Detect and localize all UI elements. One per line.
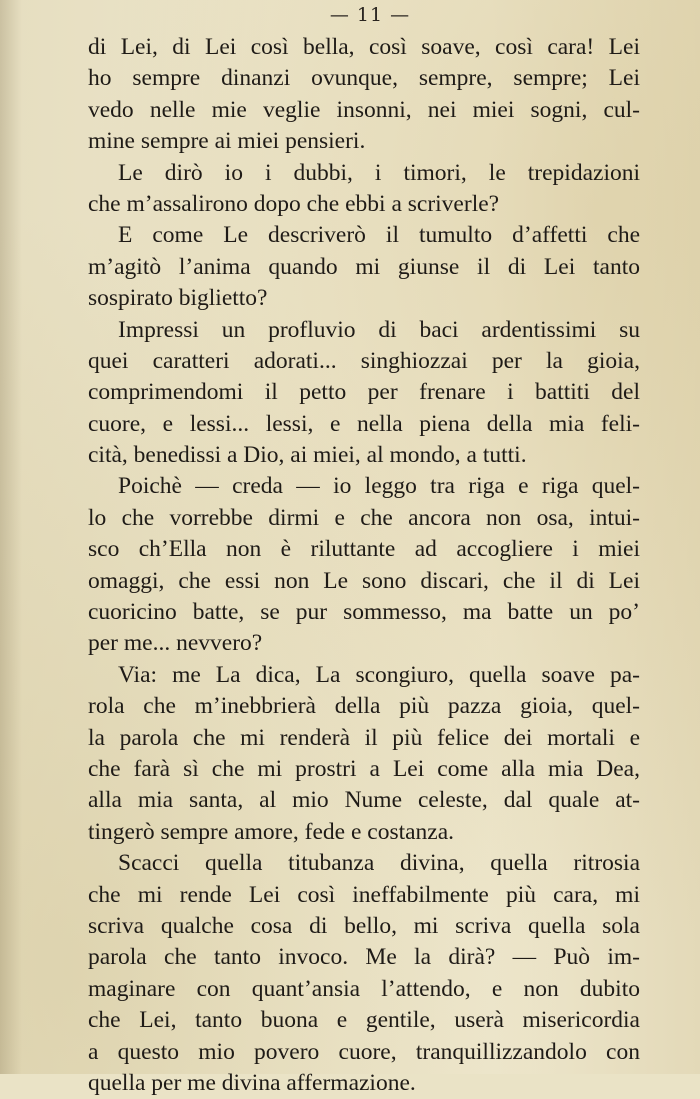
text-line: che m’assalirono dopo che ebbi a scriverle? bbox=[88, 190, 500, 217]
text-line: scriva qualche cosa di bello, mi scriva quella sola bbox=[88, 912, 640, 939]
text-line: quei caratteri adorati... singhiozzai per la gioia, bbox=[88, 347, 640, 374]
text-line: sospirato biglietto? bbox=[88, 285, 268, 312]
text-line: parola che tanto invoco. Me la dirà? — Può im- bbox=[88, 944, 640, 971]
text-line: rola che m’inebbrierà della più pazza gioia, quel- bbox=[88, 693, 640, 720]
paragraph bbox=[88, 471, 640, 659]
spine-shadow bbox=[0, 0, 22, 1074]
text-line: sco ch’Ella non è riluttante ad accogliere i miei bbox=[88, 536, 640, 563]
paragraph bbox=[88, 660, 640, 848]
body-text bbox=[88, 32, 640, 1099]
text-line: che Lei, tanto buona e gentile, userà misericordia bbox=[88, 1007, 640, 1034]
text-line: ho sempre dinanzi ovunque, sempre, sempre; Lei bbox=[88, 65, 640, 92]
text-line: Impressi un profluvio di baci ardentissimi su bbox=[118, 316, 640, 343]
paragraph bbox=[88, 220, 640, 314]
text-line: omaggi, che essi non Le sono discari, che il di Lei bbox=[88, 567, 640, 594]
text-line: cuoricino batte, se pur sommesso, ma batte un po’ bbox=[88, 599, 640, 626]
text-line: a questo mio povero cuore, tranquillizzandolo con bbox=[88, 1038, 640, 1065]
text-line: che mi rende Lei così ineffabilmente più cara, mi bbox=[88, 881, 640, 908]
text-line: vedo nelle mie veglie insonni, nei miei sogni, cul- bbox=[88, 96, 640, 123]
text-line: Le dirò io i dubbi, i timori, le trepidazioni bbox=[118, 159, 640, 186]
text-line: comprimendomi il petto per frenare i battiti del bbox=[88, 379, 640, 406]
text-line: Via: me La dica, La scongiuro, quella soave pa- bbox=[118, 661, 640, 688]
text-line: quella per me divina affermazione. bbox=[88, 1069, 416, 1096]
paragraph bbox=[88, 158, 640, 221]
text-line: maginare con quant’ansia l’attendo, e non dubito bbox=[88, 975, 640, 1002]
text-line: tingerò sempre amore, fede e costanza. bbox=[88, 818, 455, 845]
paragraph bbox=[88, 32, 640, 158]
text-line: Poichè — creda — io leggo tra riga e riga quel- bbox=[118, 473, 640, 500]
text-line: Scacci quella titubanza divina, quella ritrosia bbox=[118, 850, 640, 877]
text-line: cità, benedissi a Dio, ai miei, al mondo, a tutti. bbox=[88, 442, 527, 469]
page-number: — 11 — bbox=[329, 4, 411, 26]
text-line: di Lei, di Lei così bella, così soave, così cara! Lei bbox=[88, 34, 640, 60]
text-line: alla mia santa, al mio Nume celeste, dal quale at- bbox=[88, 787, 640, 814]
text-line: cuore, e lessi... lessi, e nella piena della mia feli- bbox=[88, 410, 640, 437]
text-line: lo che vorrebbe dirmi e che ancora non osa, intui- bbox=[88, 504, 640, 531]
text-line: m’agitò l’anima quando mi giunse il di Lei tanto bbox=[88, 253, 640, 280]
text-line: che farà sì che mi prostri a Lei come alla mia Dea, bbox=[88, 755, 640, 782]
text-line: E come Le descriverò il tumulto d’affetti che bbox=[118, 222, 640, 249]
text-line: la parola che mi renderà il più felice dei mortali e bbox=[88, 724, 640, 751]
text-line: mine sempre ai miei pensieri. bbox=[88, 128, 366, 155]
paragraph bbox=[88, 848, 640, 1099]
paragraph bbox=[88, 315, 640, 472]
text-line: per me... nevvero? bbox=[88, 630, 263, 657]
